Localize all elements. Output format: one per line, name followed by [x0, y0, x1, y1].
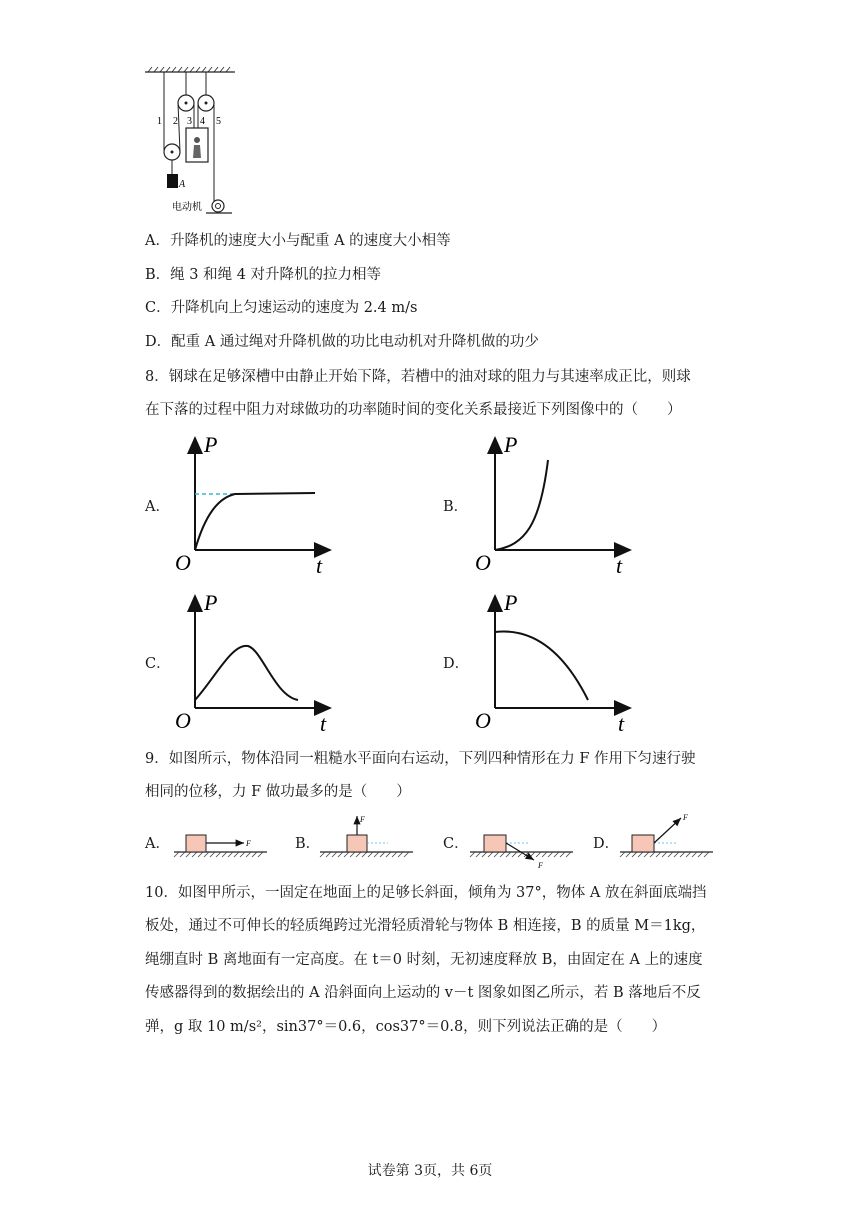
counterweight-a: [167, 174, 178, 188]
rope-label-4: 4: [200, 116, 205, 127]
curve: [195, 646, 298, 700]
svg-text:F: F: [360, 815, 365, 824]
rope-label-3: 3: [187, 116, 192, 127]
q9-option-a-label: A．: [145, 836, 170, 852]
y-axis-label: P: [504, 432, 518, 457]
q7-option-d: D．配重 A 通过绳对升降机做的功比电动机对升降机做的功少: [145, 334, 539, 350]
q9-option-b-label: B．: [295, 836, 321, 852]
x-axis-label: t: [618, 711, 625, 733]
q9-figure-a: [172, 822, 272, 862]
q10-stem-line-3: 绳绷直时 B 离地面有一定高度。在 t＝0 时刻，无初速度释放 B，由固定在 A 上的速度: [145, 952, 703, 968]
origin-label: O: [175, 550, 191, 575]
counterweight-label: A: [179, 179, 186, 190]
y-axis-label: P: [204, 432, 218, 457]
svg-text:F: F: [538, 861, 543, 870]
q8-option-d-label: D．: [443, 656, 470, 672]
block: [186, 835, 206, 852]
curve: [495, 632, 588, 700]
x-axis-label: t: [616, 553, 623, 575]
q8-graph-a: [170, 430, 340, 575]
q8-graph-c: [170, 588, 340, 733]
rope-label-5: 5: [216, 116, 221, 127]
q10-stem-line-4: 传感器得到的数据绘出的 A 沿斜面向上运动的 v－t 图象如图乙所示，若 B 落地后不反: [145, 985, 701, 1001]
rope-label-2: 2: [173, 116, 178, 127]
q10-stem-line-1: 10．如图甲所示，一固定在地面上的足够长斜面，倾角为 37°，物体 A 放在斜面底端挡: [145, 885, 707, 901]
svg-text:F: F: [683, 813, 688, 822]
q8-stem-line-2: 在下落的过程中阻力对球做功的功率随时间的变化关系最接近下列图像中的（ ）: [145, 402, 682, 418]
y-axis-label: P: [204, 590, 218, 615]
origin-label: O: [475, 550, 491, 575]
block: [347, 835, 367, 852]
motor: [212, 200, 224, 212]
q9-stem-line-1: 9．如图所示，物体沿同一粗糙水平面向右运动，下列四种情形在力 F 作用下匀速行驶: [145, 751, 696, 767]
force-arrow: [654, 818, 681, 843]
x-axis-label: t: [316, 553, 323, 575]
q9-figure-b: [318, 812, 418, 862]
q7-option-b: B．绳 3 和绳 4 对升降机的拉力相等: [145, 267, 382, 283]
q9-figure-d: [618, 810, 718, 862]
origin-label: O: [475, 708, 491, 733]
q8-option-c-label: C．: [145, 656, 171, 672]
motor-label: 电动机: [172, 202, 202, 213]
svg-text:F: F: [246, 839, 251, 848]
q8-graph-b: [470, 430, 640, 575]
pulley-elevator-figure: [140, 66, 240, 216]
x-axis-label: t: [320, 711, 327, 733]
q9-figure-c: [468, 822, 578, 872]
q7-option-c: C．升降机向上匀速运动的速度为 2.4 m/s: [145, 300, 418, 316]
q9-option-d-label: D．: [593, 836, 620, 852]
origin-label: O: [175, 708, 191, 733]
q9-stem-line-2: 相同的位移，力 F 做功最多的是（ ）: [145, 784, 411, 800]
q8-stem-line-1: 8．钢球在足够深槽中由静止开始下降，若槽中的油对球的阻力与其速率成正比，则球: [145, 369, 691, 385]
block: [484, 835, 506, 852]
curve: [495, 460, 548, 550]
block: [632, 835, 654, 852]
q10-stem-line-2: 板处，通过不可伸长的轻质绳跨过光滑轻质滑轮与物体 B 相连接，B 的质量 M＝1kg，: [145, 918, 706, 934]
page-footer: 试卷第 3页，共 6页: [367, 1163, 493, 1179]
y-axis-label: P: [504, 590, 518, 615]
q7-option-a: A．升降机的速度大小与配重 A 的速度大小相等: [145, 233, 451, 249]
curve: [195, 493, 315, 550]
q8-option-b-label: B．: [443, 499, 469, 515]
rope-label-1: 1: [157, 116, 162, 127]
q10-stem-line-5: 弹，g 取 10 m/s²，sin37°＝0.6，cos37°＝0.8，则下列说法正确的是（ ）: [145, 1019, 667, 1035]
q8-graph-d: [470, 588, 640, 733]
q8-option-a-label: A．: [145, 499, 170, 515]
q9-option-c-label: C．: [443, 836, 469, 852]
